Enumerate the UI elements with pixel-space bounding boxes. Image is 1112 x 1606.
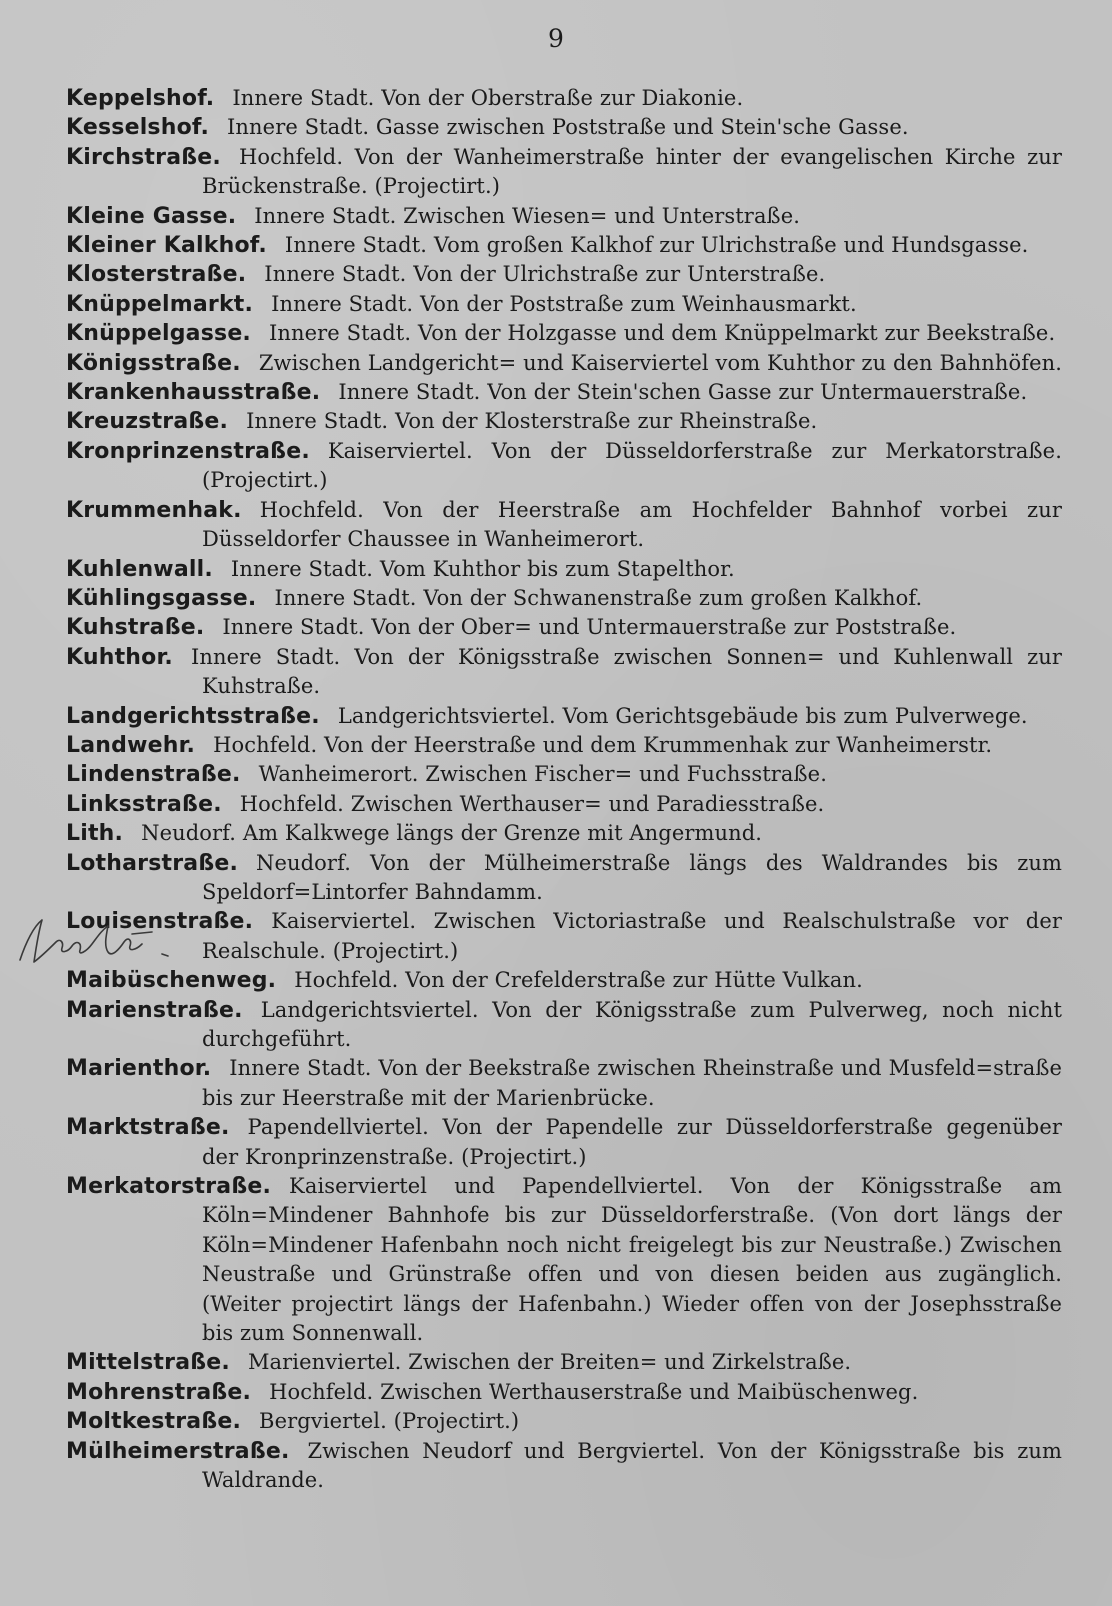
entry-description: Bergviertel. (Projectirt.) [259,1409,520,1434]
list-item [66,437,1062,496]
entry-headword: Knüppelmarkt. [66,291,254,317]
list-item [66,143,1062,202]
entry-description: Innere Stadt. Von der Königsstraße zwischen Sonnen= und Kuhlenwall zur Kuhstraße. [190,644,1062,699]
entry-description: Hochfeld. Von der Heerstraße am Hochfelder Bahnhof vorbei zur Düsseldorfer Chaussee in Wanheimerort. [202,497,1062,552]
list-item [66,790,1062,819]
entry-description: Innere Stadt. Von der Oberstraße zur Diakonie. [232,86,744,110]
entry-description: Kaiserviertel. Von der Düsseldorferstraße zur Merkatorstraße. (Projectirt.) [202,438,1062,493]
page-number: 9 [548,24,564,53]
entry-headword: Klosterstraße. [66,262,247,288]
entry-headword: Kuhstraße. [66,615,205,641]
entry-headword: Mülheimerstraße. [66,1438,290,1464]
entry-description: Hochfeld. Zwischen Werthauser= und Paradiesstraße. [239,791,825,816]
entry-description: Innere Stadt. Von der Stein'schen Gasse zur Untermauerstraße. [338,380,1028,405]
entry-description: Hochfeld. Von der Heerstraße und dem Krummenhak zur Wanheimerstr. [213,732,993,757]
list-item [66,378,1062,407]
list-item [66,731,1062,760]
entry-description: Innere Stadt. Gasse zwischen Poststraße und Stein'sche Gasse. [227,115,909,140]
entry-headword: Kronprinzenstraße. [66,438,310,464]
entry-description: Hochfeld. Von der Crefelderstraße zur Hütte Vulkan. [294,968,863,993]
entry-headword: Maibüschenweg. [66,968,277,994]
entry-description: Hochfeld. Von der Wanheimerstraße hinter der evangelischen Kirche zur Brückenstraße. (Projectirt.) [202,144,1062,199]
entry-description: Kaiserviertel und Papendellviertel. Von der Königsstraße am Köln=Mindener Bahnhofe bis zur Düsseldorferstraße. (Von dort längs der Köln=Mindener Hafenbahn noch nicht freigelegt bis zur Neustraße.) Zwischen Neustraße und Grünstraße offen und von diesen beiden aus zugänglich. (Weiter projectirt längs der Hafenbahn.) Wieder offen von der Josephsstraße bis zum Sonnenwall. [202,1174,1062,1346]
entry-headword: Kesselshof. [66,115,210,141]
entry-headword: Mittelstraße. [66,1350,230,1376]
entry-description: Innere Stadt. Zwischen Wiesen= und Unterstraße. [254,203,800,228]
entry-headword: Mohrenstraße. [66,1379,252,1405]
list-item [66,1054,1062,1113]
list-item [66,643,1062,702]
entry-headword: Kuhlenwall. [66,556,213,582]
list-item [66,84,1062,113]
entry-description: Innere Stadt. Von der Schwanenstraße zum großen Kalkhof. [274,585,923,610]
entry-description: Zwischen Landgericht= und Kaiserviertel vom Kuhthor zu den Bahnhöfen. [258,350,1063,375]
list-item [66,760,1062,789]
entry-headword: Kirchstraße. [66,144,221,170]
list-item [66,584,1062,613]
entry-headword: Kleine Gasse. [66,203,237,229]
handwriting-scribble-icon [12,912,182,972]
list-item [66,319,1062,348]
entry-description: Papendellviertel. Von der Papendelle zur Düsseldorferstraße gegenüber der Kronprinzenstraße. (Projectirt.) [202,1115,1062,1169]
entry-headword: Louisenstraße. [66,909,254,935]
list-item [66,1113,1062,1172]
list-item [66,496,1062,555]
list-item [66,907,1062,966]
entry-description: Kaiserviertel. Zwischen Victoriastraße und Realschulstraße vor der Realschule. (Projectirt.) [202,909,1062,963]
entry-headword: Kühlingsgasse. [66,585,257,611]
entry-description: Landgerichtsviertel. Von der Königsstraße zum Pulverweg, noch nicht durchgeführt. [202,997,1062,1051]
list-item [66,966,1062,995]
list-item [66,1348,1062,1377]
entry-headword: Keppelshof. [66,86,215,111]
entry-headword: Krummenhak. [66,497,242,523]
entry-headword: Kreuzstraße. [66,409,229,435]
list-item [66,349,1062,378]
list-item [66,202,1062,231]
entry-description: Innere Stadt. Von der Ober= und Untermauerstraße zur Poststraße. [222,615,957,640]
list-item [66,1172,1062,1348]
list-item [66,260,1062,289]
entry-headword: Moltkestraße. [66,1409,242,1435]
entry-description: Innere Stadt. Von der Beekstraße zwischen Rheinstraße und Musfeld=straße bis zur Heerstraße mit der Marienbrücke. [202,1056,1062,1110]
entry-description: Innere Stadt. Von der Poststraße zum Weinhausmarkt. [271,291,857,316]
list-item [66,819,1062,848]
entry-description: Innere Stadt. Von der Holzgasse und dem Knüppelmarkt zur Beekstraße. [269,321,1056,346]
list-item [66,702,1062,731]
list-item [66,1378,1062,1407]
list-item [66,613,1062,642]
entry-headword: Marktstraße. [66,1115,230,1141]
entry-description: Landgerichtsviertel. Vom Gerichtsgebäude bis zum Pulverwege. [337,703,1028,728]
entry-description: Wanheimerort. Zwischen Fischer= und Fuchsstraße. [258,762,827,787]
entry-headword: Lith. [66,821,124,847]
entry-headword: Linksstraße. [66,791,222,817]
list-item [66,1437,1062,1496]
entry-description: Innere Stadt. Von der Klosterstraße zur Rheinstraße. [246,409,818,434]
entry-headword: Lotharstraße. [66,850,239,876]
entry-headword: Knüppelgasse. [66,321,251,347]
list-item [66,849,1062,908]
list-item [66,113,1062,142]
entry-description: Zwischen Neudorf und Bergviertel. Von der Königsstraße bis zum Waldrande. [202,1438,1062,1493]
list-item [66,290,1062,319]
handwritten-margin-note [12,912,182,972]
entry-headword: Merkatorstraße. [66,1174,272,1200]
street-list [66,84,1062,1496]
entry-headword: Kuhthor. [66,644,173,670]
entry-description: Neudorf. Von der Mülheimerstraße längs des Waldrandes bis zum Speldorf=Lintorfer Bahndamm. [202,850,1062,904]
entry-description: Neudorf. Am Kalkwege längs der Grenze mit Angermund. [141,821,763,846]
entry-description: Marienviertel. Zwischen der Breiten= und Zirkelstraße. [247,1350,852,1375]
entry-headword: Königsstraße. [66,350,241,376]
entry-description: Innere Stadt. Von der Ulrichstraße zur Unterstraße. [264,262,826,287]
entry-description: Hochfeld. Zwischen Werthauserstraße und Maibüschenweg. [269,1379,919,1404]
entry-description: Innere Stadt. Vom Kuhthor bis zum Stapelthor. [230,556,735,581]
entry-description: Innere Stadt. Vom großen Kalkhof zur Ulrichstraße und Hundsgasse. [284,233,1029,258]
entry-headword: Lindenstraße. [66,762,241,788]
entry-headword: Marienthor. [66,1056,212,1082]
entry-headword: Kleiner Kalkhof. [66,233,267,259]
list-item [66,1407,1062,1436]
list-item [66,231,1062,260]
entry-headword: Landgerichtsstraße. [66,703,320,729]
list-item [66,407,1062,436]
entry-headword: Krankenhausstraße. [66,380,321,406]
list-item [66,555,1062,584]
entry-headword: Marienstraße. [66,997,243,1023]
list-item [66,996,1062,1055]
entry-headword: Landwehr. [66,732,196,758]
